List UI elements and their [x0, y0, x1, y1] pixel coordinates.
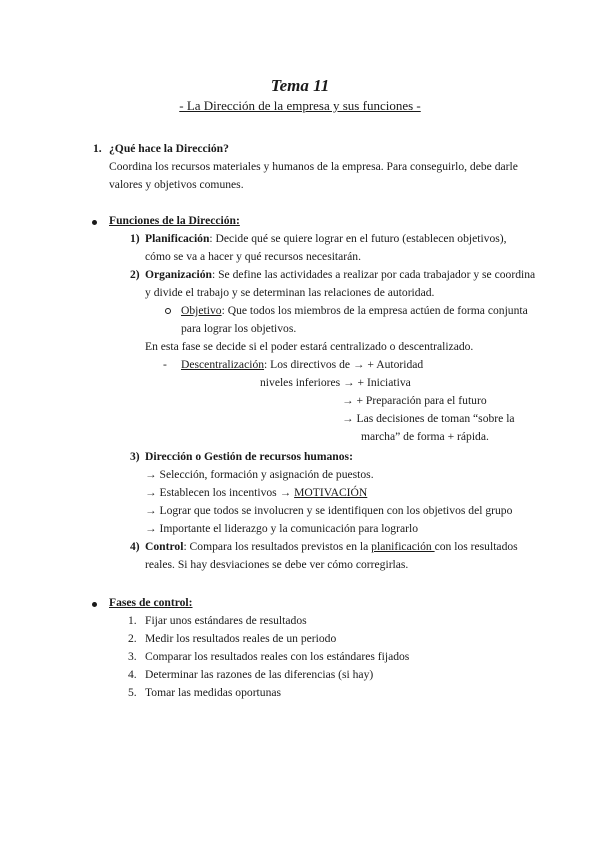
fase-item-text: Fijar unos estándares de resultados [145, 614, 307, 627]
descentralizacion-text: Descentralización: Los directivos de → + Autoridad [181, 358, 424, 371]
fases-heading: Fases de control: [109, 596, 193, 609]
funcion-3-line: → Lograr que todos se involucren y se identifiquen con los objetivos del grupo [145, 504, 513, 517]
funcion-4-text: Control: Compara los resultados previstos en la planificación con los resultados [145, 540, 518, 553]
circle-bullet-icon [165, 308, 171, 314]
fase-item-text: Tomar las medidas oportunas [145, 686, 282, 699]
funcion-3-number: 3) [130, 450, 140, 463]
fase-item-number: 1. [128, 614, 137, 627]
funcion-2-text: Organización: Se define las actividades a realizar por cada trabajador y se coordina [145, 268, 536, 281]
section-1-text-line: Coordina los recursos materiales y humanos de la empresa. Para conseguirlo, debe darle [109, 160, 518, 173]
funcion-3-heading: Dirección o Gestión de recursos humanos: [145, 450, 353, 463]
fase-item-text: Comparar los resultados reales con los estándares fijados [145, 650, 410, 663]
objetivo-text-line: para lograr los objetivos. [181, 322, 297, 335]
objetivo-text: Objetivo: Que todos los miembros de la empresa actúen de forma conjunta [181, 304, 528, 317]
fase-item-number: 2. [128, 632, 137, 645]
fase-item-number: 4. [128, 668, 137, 681]
funcion-1-text: Planificación: Decide qué se quiere lograr en el futuro (establecen objetivos), [145, 232, 507, 245]
section-1-text-line: valores y objetivos comunes. [109, 178, 244, 191]
section-1-number: 1. [93, 142, 102, 155]
funcion-3-line: → Establecen los incentivos → MOTIVACIÓN [145, 486, 368, 499]
funcion-1-number: 1) [130, 232, 140, 245]
descentralizacion-line: → + Preparación para el futuro [342, 394, 487, 407]
fase-item-text: Determinar las razones de las diferencias (si hay) [145, 668, 374, 681]
fase-item-text: Medir los resultados reales de un periodo [145, 632, 337, 645]
descentralizacion-line: niveles inferiores → + Iniciativa [260, 376, 411, 389]
funcion-3-line: → Selección, formación y asignación de puestos. [145, 468, 374, 481]
page-title: Tema 11 [270, 76, 330, 95]
dash-bullet: - [163, 358, 167, 371]
funcion-4-text-line: reales. Si hay desviaciones se debe ver cómo corregirlas. [145, 558, 409, 571]
funciones-heading: Funciones de la Dirección: [109, 214, 240, 227]
descentralizacion-line: marcha” de forma + rápida. [361, 430, 489, 443]
funcion-3-line: → Importante el liderazgo y la comunicación para lograrlo [145, 522, 418, 535]
bullet-icon [92, 220, 97, 225]
fase-item-number: 3. [128, 650, 137, 663]
funcion-2-number: 2) [130, 268, 140, 281]
descentralizacion-line: → Las decisiones de toman “sobre la [342, 412, 515, 425]
fase-text: En esta fase se decide si el poder estará centralizado o descentralizado. [145, 340, 474, 353]
page-subtitle: - La Dirección de la empresa y sus funciones - [179, 98, 421, 113]
fase-item-number: 5. [128, 686, 137, 699]
funcion-4-number: 4) [130, 540, 140, 553]
bullet-icon [92, 602, 97, 607]
funcion-2-text-line: y divide el trabajo y se determinan las relaciones de autoridad. [145, 286, 435, 299]
section-1-heading: ¿Qué hace la Dirección? [109, 142, 229, 155]
funcion-1-text-line: cómo se va a hacer y qué recursos necesitarán. [145, 250, 361, 263]
